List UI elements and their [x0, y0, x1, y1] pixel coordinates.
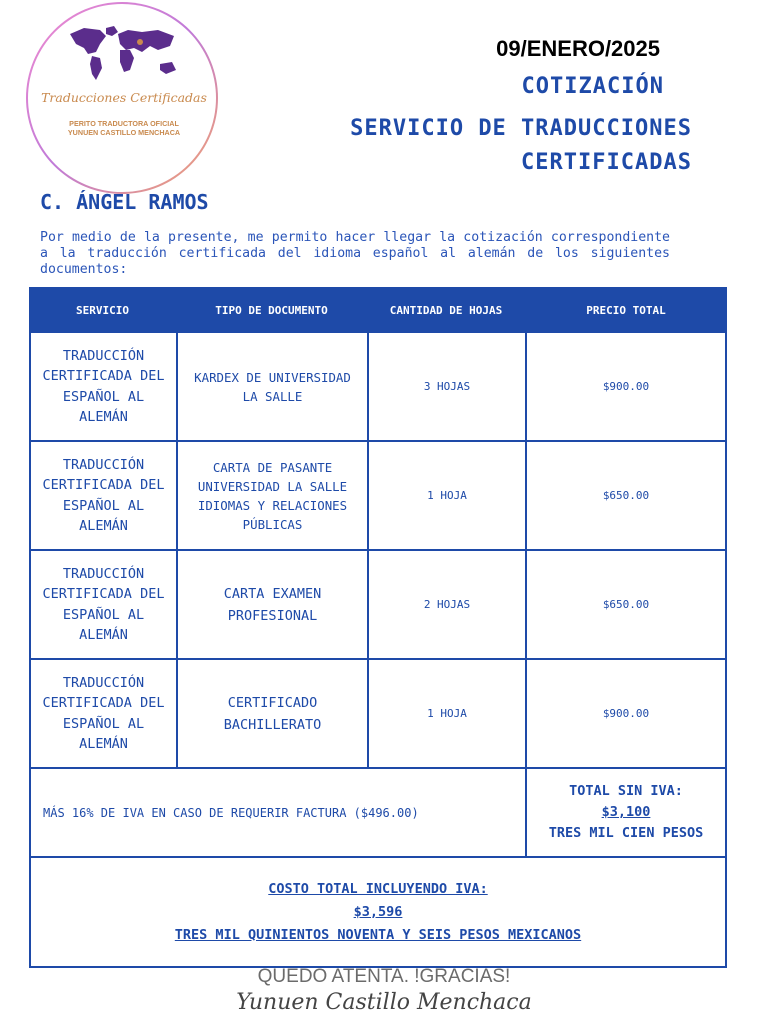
iva-row — [29, 769, 727, 858]
subtotal-cell — [525, 769, 727, 858]
table-row — [29, 551, 727, 660]
closing-text: QUEDO ATENTA. !GRACIAS! — [257, 966, 511, 987]
cell-hojas: 1 HOJA — [367, 442, 525, 551]
cell-servicio: TRADUCCIÓN CERTIFICADA DEL ESPAÑOL AL ALEMÁN — [29, 551, 176, 660]
document-date: 09/ENERO/2025 — [496, 36, 660, 61]
table-header — [29, 287, 727, 333]
page-subtitle-line2: CERTIFICADAS — [521, 150, 692, 175]
cell-hojas: 3 HOJAS — [367, 333, 525, 442]
subtotal-label: TOTAL SIN IVA: — [569, 783, 683, 799]
total-row — [29, 858, 727, 968]
logo-name: YUNUEN CASTILLO MENCHACA — [67, 128, 181, 137]
logo-subtitle: PERITO TRADUCTORA OFICIAL — [69, 119, 179, 128]
cell-precio: $900.00 — [525, 660, 727, 769]
table-row — [29, 660, 727, 769]
cell-documento: CARTA DE PASANTE UNIVERSIDAD LA SALLE IDIOMAS Y RELACIONES PÚBLICAS — [176, 442, 367, 551]
column-header-documento: TIPO DE DOCUMENTO — [215, 303, 328, 317]
cell-documento: KARDEX DE UNIVERSIDAD LA SALLE — [176, 333, 367, 442]
cell-hojas: 1 HOJA — [367, 660, 525, 769]
subtotal-words: TRES MIL CIEN PESOS — [548, 825, 704, 841]
intro-paragraph: Por medio de la presente, me permito hacer llegar la cotización correspondiente a la traducción certificada del idioma español al alemán de los siguientes documentos: — [40, 230, 670, 277]
cell-documento: CERTIFICADO BACHILLERATO — [176, 660, 367, 769]
cell-precio: $650.00 — [525, 442, 727, 551]
quote-table — [29, 287, 727, 968]
total-amount: $3,596 — [353, 903, 403, 920]
cell-servicio: TRADUCCIÓN CERTIFICADA DEL ESPAÑOL AL ALEMÁN — [29, 660, 176, 769]
cell-servicio: TRADUCCIÓN CERTIFICADA DEL ESPAÑOL AL ALEMÁN — [29, 442, 176, 551]
total-words: TRES MIL QUINIENTOS NOVENTA Y SEIS PESOS MEXICANOS — [174, 926, 582, 943]
subtotal-amount: $3,100 — [601, 804, 651, 820]
cell-documento: CARTA EXAMEN PROFESIONAL — [176, 551, 367, 660]
page-subtitle-line1: SERVICIO DE TRADUCCIONES — [350, 116, 692, 141]
world-map-icon — [66, 24, 182, 84]
iva-note: MÁS 16% DE IVA EN CASO DE REQUERIR FACTURA ($496.00) — [29, 769, 525, 858]
total-label: COSTO TOTAL INCLUYENDO IVA: — [268, 880, 488, 897]
column-header-precio: PRECIO TOTAL — [586, 303, 666, 317]
company-logo: Traducciones Certificadas PERITO TRADUCTORA OFICIAL YUNUEN CASTILLO MENCHACA — [26, 2, 218, 194]
page-title: COTIZACIÓN — [521, 74, 664, 99]
signature: Yunuen Castillo Menchaca — [236, 990, 532, 1015]
cell-hojas: 2 HOJAS — [367, 551, 525, 660]
cell-precio: $650.00 — [525, 551, 727, 660]
client-name: C. ÁNGEL RAMOS — [40, 190, 209, 214]
cell-servicio: TRADUCCIÓN CERTIFICADA DEL ESPAÑOL AL ALEMÁN — [29, 333, 176, 442]
cell-precio: $900.00 — [525, 333, 727, 442]
table-row — [29, 442, 727, 551]
table-row — [29, 333, 727, 442]
column-header-hojas: CANTIDAD DE HOJAS — [389, 303, 503, 317]
column-header-servicio: SERVICIO — [76, 303, 129, 317]
